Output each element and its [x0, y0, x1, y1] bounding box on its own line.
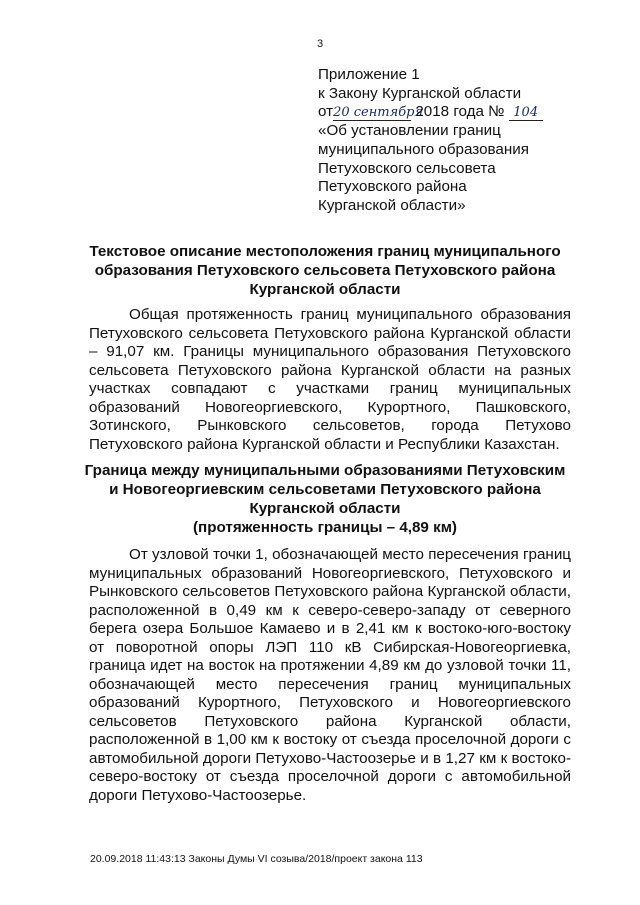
appendix-law-title-4: Петуховского района: [318, 178, 467, 196]
handwritten-date: [333, 105, 424, 121]
date-prefix: от: [318, 103, 334, 121]
date-suffix: 2018 года №: [415, 103, 505, 121]
appendix-law-title-5: Курганской области»: [318, 196, 466, 214]
appendix-title: Приложение 1: [318, 66, 420, 83]
intro-paragraph: Общая протяженность границ муниципального образования Петуховского сельсовета Петуховского района Курганской области – 91,07 км. Границы муниципального образования Петуховского сельсовета Петуховского района Курганской области на разных участках совпадают с участками границ муниципальных образований Новогеоргиевского, Курортного, Пашковского, Зотинского, Рынковского сельсоветов, города Петухово Петуховского района Курганской области и Республики Казахстан.: [89, 306, 571, 453]
footer-metadata: 20.09.2018 11:43:13 Законы Думы VI созыва/2018/проект закона 113: [90, 853, 423, 865]
section-heading: [80, 461, 570, 537]
section-length: (протяженность границы – 4,89 км): [192, 519, 457, 536]
section-paragraph: От узловой точки 1, обозначающей место пересечения границ муниципальных образований Новогеоргиевского, Петуховского и Рынковского сельсоветов Петуховского района Курганской области, расположенной в 0,49 км к северо-северо-западу от северного берега озера Большое Камаево и в 2,41 км к востоко-юго-востоку от поворотной опоры ЛЭП 110 кВ Сибирская-Новогеоргиевка, граница идет на восток на протяжении 4,89 км до узловой точки 11, обозначающей место пересечения границ муниципальных образований Курортного, Петуховского и Новогеоргиевского сельсоветов Петуховского района Курганской области, расположенной в 1,00 км к востоку от съезда проселочной дороги с автомобильной дороги Петухово-Частоозерье и в 1,27 км к востоко-северо-востоку от съезда проселочной дороги с автомобильной дороги Петухово-Частоозерье.: [89, 546, 571, 804]
handwritten-date-text: 20 сентября: [333, 105, 424, 121]
appendix-block: [318, 66, 618, 216]
handwritten-number-text: 104: [513, 105, 539, 121]
appendix-date-line: [318, 103, 618, 122]
appendix-law-title-1: «Об установлении границ: [318, 122, 501, 140]
section-heading-text: Граница между муниципальными образованиями Петуховским и Новогеоргиевским сельсоветами Петуховского района Курганской области: [84, 462, 566, 517]
handwritten-number: [509, 105, 543, 121]
appendix-law-title-3: Петуховского сельсовета: [318, 159, 496, 177]
document-title: Текстовое описание местоположения границ муниципального образования Петуховского сельсовета Петуховского района Курганской области: [89, 243, 561, 298]
page-number: 3: [316, 38, 324, 50]
appendix-law-ref: к Закону Курганской области: [318, 84, 522, 102]
appendix-law-title-2: муниципального образования: [318, 140, 529, 158]
